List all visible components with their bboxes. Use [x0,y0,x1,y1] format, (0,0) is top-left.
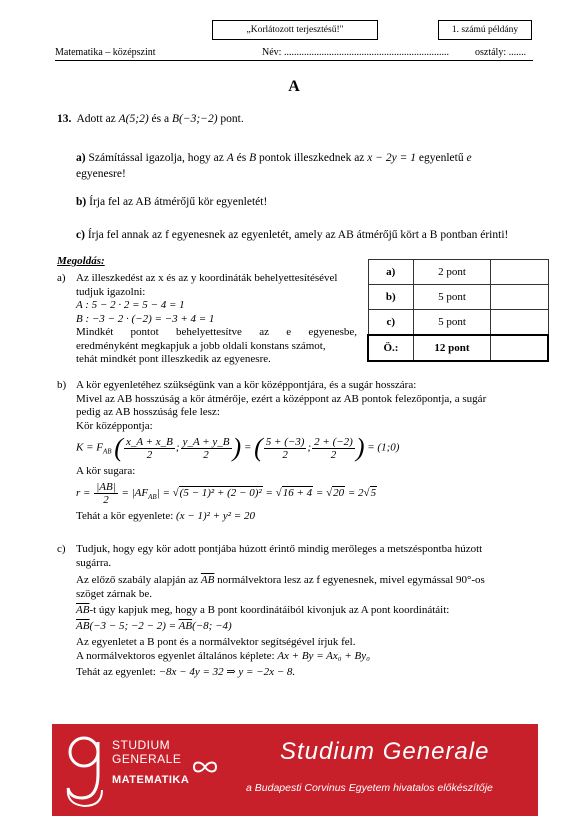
radius-formula: r = $\frac{|AB|}{2}$ = $|AF_{AB}| = √(5 - 1)^2 + (2 - 0)^2 = √16 + 4 = √20 = 2√5$ [76,480,377,506]
sqrt-content: 20 [333,486,345,499]
formula-part: K = F [76,441,103,454]
vector-ab: $\overline{AB}$ [200,574,215,586]
frac-den: 2 [282,448,288,461]
score-row [368,260,548,285]
formula-part: = 2 [347,486,364,499]
solution-heading: Megoldás: [57,255,105,267]
variant-heading: A [288,78,300,95]
infinity-icon [192,760,218,779]
header-rule [55,60,533,61]
score-points: 5 pont [414,310,491,336]
score-row [368,310,548,336]
score-total-row [368,335,548,361]
task-a-equation: x − 2y = 1 [367,152,417,164]
task-a-text2: és [236,152,247,164]
circle-equation: (x − 1)² + y² = 20 [176,509,255,522]
class-field-label: osztály: ....... [475,47,527,58]
solution-b-line: Tehát a kör egyenlete: [76,509,174,522]
score-total-label: Ö.: [368,335,414,361]
point-b: B(−3;−2) [171,113,218,125]
task-a-text5: egyenesre! [76,168,126,180]
score-part: b) [368,285,414,310]
g-logo-icon [62,730,106,810]
task-c-text: Írja fel annak az f egyenesnek az egyenletét, amely az AB átmérőjű kört a B pontban érinti! [87,229,509,241]
line-equation: −8x − 4y = 32 ⇒ y = −2x − 8. [158,666,296,678]
statement-pre: Adott az [76,113,116,125]
formula-part: r = [76,486,91,499]
frac-den: 2 [203,448,209,461]
solution-c-line: sugárra. [76,557,112,569]
logo-line2: GENERALE [112,752,182,766]
solution-b-line: Mivel az AB hosszúság a kör átmérője, ezért a középpont az AB pontok felezőpontja, a sugár [76,392,487,405]
task-a: a) Számítással igazolja, hogy az A és B pontok illeszkednek az x − 2y = 1 egyenletű e egyenesre! [76,152,472,180]
task-a-text3: pontok illeszkednek az [259,152,365,164]
statement-and: és a [151,113,170,125]
score-points: 2 pont [414,260,491,285]
solution-c-line: -t úgy kapjuk meg, hogy a B pont koordinátáiból kivonjuk az A pont koordinátáit: [89,604,450,616]
formula-part: = |AF [121,486,149,499]
task-c-label: c) [76,229,85,241]
frac-den: 2 [330,448,337,461]
formula-part: | = [156,486,170,499]
solution-c [57,542,537,679]
frac-num: |AB| [96,480,116,493]
frac-num: 5 + (−3) [265,435,305,448]
score-earned [491,285,549,310]
sqrt-content: 5 [370,486,377,499]
score-row [368,285,548,310]
solution-c-line: Tudjuk, hogy egy kör adott pontjába húzott érintő mindig merőleges a metszéspontba húzott [76,543,483,555]
solution-a-calc-a: A : 5 − 2 · 2 = 5 − 4 = 1 [76,299,185,311]
score-points: 5 pont [414,285,491,310]
copy-number-box: 1. számú példány [438,20,532,40]
score-total-points: 12 pont [414,335,491,361]
frac-den: 2 [103,493,109,506]
solution-c-line: Tehát az egyenlet: [76,666,156,678]
subject-label: Matematika – középszint [55,47,156,58]
point-a: A(5;2) [118,113,149,125]
task-b-label: b) [76,196,87,208]
formula-part: = [265,486,273,499]
formula-sub: AB [102,447,112,456]
studium-generale-banner [52,724,538,816]
solution-a-line: tehát mindkét pont illeszkedik az egyenesre. [76,353,271,365]
formula-part: = [315,486,324,499]
solution-a-line: Az illeszkedést az x és az y koordináták behelyettesítésével [76,272,338,284]
solution-a-label: a) [57,272,66,284]
logo-line1: STUDIUM [112,738,171,752]
solution-a-line: eredményként megkapjuk a jobb oldali konstans számot, [76,339,326,352]
score-part: a) [368,260,414,285]
score-total-earned [491,335,549,361]
vector-ab: $\overline{AB}$ [178,620,193,632]
solution-c-line: szöget zárnak be. [76,588,153,600]
solution-b-line: A kör sugara: [76,465,136,477]
solution-b-label: b) [57,379,67,391]
solution-c-line: Az előző szabály alapján az [76,574,199,586]
banner-title: Studium Generale [280,738,490,765]
solution-c-line: A normálvektoros egyenlet általános képlete: [76,650,275,662]
score-earned [491,260,549,285]
task-b [76,196,267,208]
task-b-text: Írja fel az AB átmérőjű kör egyenletét! [89,196,268,208]
score-part: c) [368,310,414,336]
vector-result: (−8; −4) [192,620,232,632]
solution-b-line: pedig az AB hosszúság fele lesz: [76,406,220,418]
score-table [367,259,549,362]
solution-b-line: Kör középpontja: [76,419,153,432]
solution-a-calc-b: B : −3 − 2 · (−2) = −3 + 4 = 1 [76,312,215,325]
statement-post: pont. [220,113,244,125]
name-field-label: Név: .................................................................. [262,47,449,58]
task-a-text1: Számítással igazolja, hogy az [88,152,224,164]
frac-num: 2 + (−2) [314,435,353,448]
solution-b [57,379,537,523]
solution-b-line: A kör egyenletéhez szükségünk van a kör középpontjára, és a sugár hosszára: [76,379,417,391]
banner-subtitle: a Budapesti Corvinus Egyetem hivatalos előkészítője [246,782,493,794]
logo-line3: MATEMATIKA [112,774,190,786]
sqrt-content: (5 − 1)² + (2 − 0)² [179,486,262,499]
task-a-label: a) [76,152,86,164]
score-earned [491,310,549,336]
center-formula: $K = F_{AB}$ ( $\frac{x\_A + x\_B}{2}$ ; $\frac{y\_A + y\_B}{2}$ ) = ( $\frac{5 + (-3)}{2}$ ; $\frac{2 + (-2)}{2}$ ) = (1;0) [76,433,400,462]
frac-num: x_A + x_B [125,435,173,448]
vector-ab: $\overline{AB}$ [76,604,90,616]
restricted-box: „Korlátozott terjesztésű!" [212,20,378,40]
solution-c-label: c) [57,543,66,555]
formula-sub: AB [148,492,157,501]
frac-num: y_A + y_B [182,435,230,448]
task-c [76,229,508,241]
sqrt-content: 16 + 4 [282,486,313,499]
formula-part: = (1;0) [367,441,400,454]
problem-statement [57,113,244,125]
normal-formula: Ax + By = Ax₀ + By₀ [277,650,370,662]
solution-a-line: tudjuk igazolni: [76,285,146,298]
vector-calc: (−3 − 5; −2 − 2) = [89,620,177,632]
frac-den: 2 [146,448,153,461]
solution-c-line: Az egyenletet a B pont és a normálvektor segítségével írjuk fel. [76,636,356,648]
vector-ab: $\overline{AB}$ [76,620,90,632]
solution-a-line: Mindkét pontot behelyettesítve az e egyenesbe, [76,326,357,338]
problem-number: 13. [57,113,72,125]
task-a-text4: egyenletű [418,152,464,164]
solution-c-line: normálvektora lesz az f egyenesnek, mivel egymással 90°-os [217,574,485,586]
solution-a [57,272,357,367]
